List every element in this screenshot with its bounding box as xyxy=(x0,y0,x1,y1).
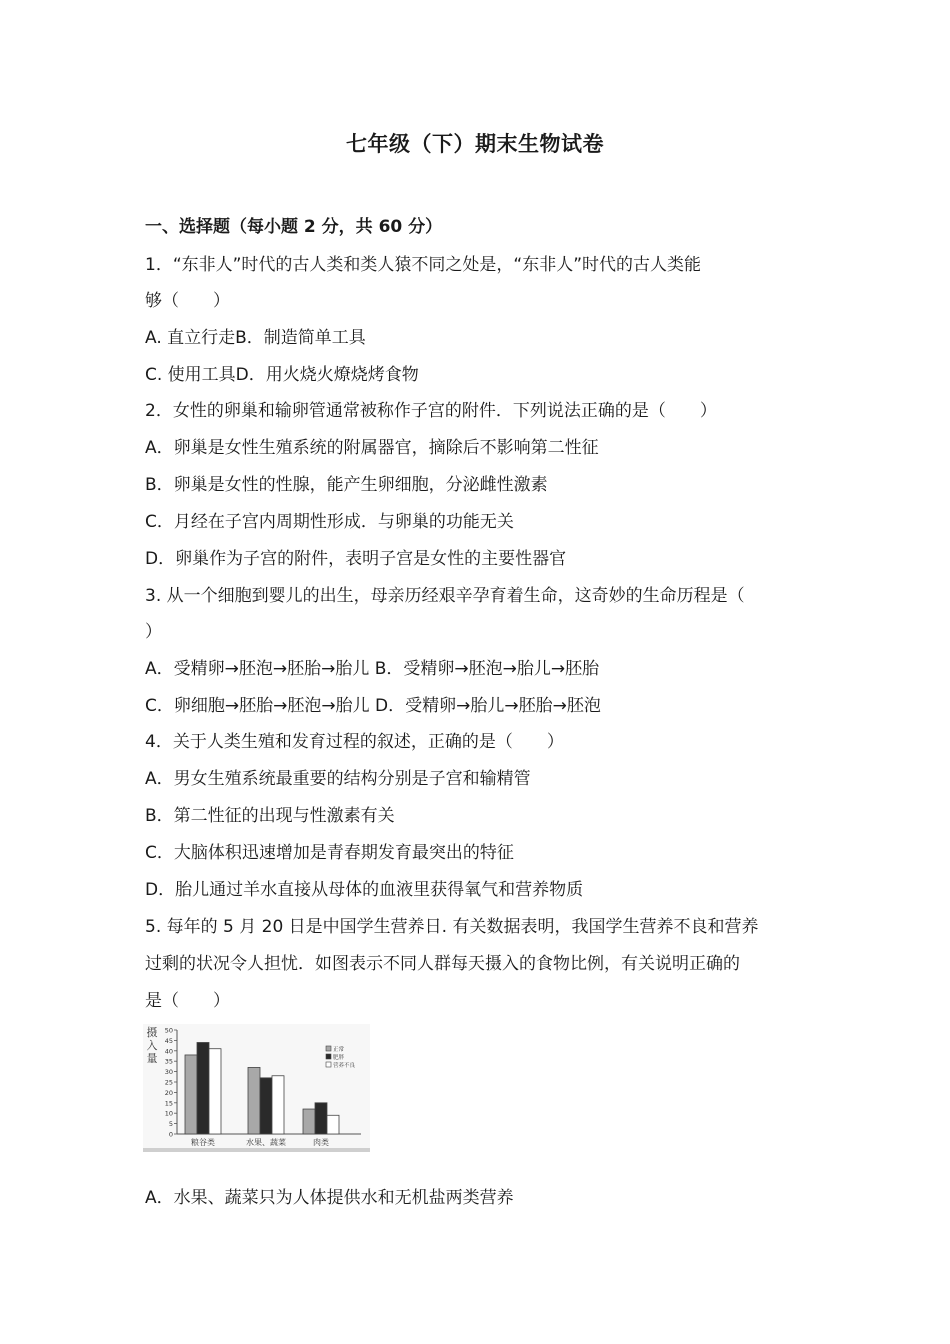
bar-1-0 xyxy=(197,1042,209,1134)
bar-1-1 xyxy=(260,1078,272,1134)
bar-0-2 xyxy=(303,1109,315,1134)
question-5-stem-cont: 过剩的状况令人担忧．如图表示不同人群每天摄入的食物比例，有关说明正确的 xyxy=(145,954,740,974)
question-2-option-a: A．卵巢是女性生殖系统的附属器官，摘除后不影响第二性征 xyxy=(145,438,599,458)
question-2-stem: 2．女性的卵巢和输卵管通常被称作子宫的附件．下列说法正确的是（ ） xyxy=(145,401,717,421)
y-tick-label: 25 xyxy=(164,1078,173,1087)
x-tick-label: 粮谷类 xyxy=(191,1138,215,1147)
chart-bottom-border xyxy=(143,1148,370,1152)
x-tick-label: 肉类 xyxy=(313,1138,329,1147)
legend-swatch xyxy=(326,1062,331,1067)
y-tick-label: 30 xyxy=(164,1068,173,1077)
y-tick-label: 0 xyxy=(168,1130,173,1139)
question-5-stem-end: 是（ ） xyxy=(145,991,230,1011)
question-3-stem: 3. 从一个细胞到婴儿的出生，母亲历经艰辛孕育着生命，这奇妙的生命历程是（ xyxy=(145,586,745,606)
question-1-stem-cont: 够（ ） xyxy=(145,291,230,311)
section-heading: 一、选择题（每小题 2 分，共 60 分） xyxy=(145,217,443,237)
legend-label: 正常 xyxy=(333,1047,345,1053)
page-title: 七年级（下）期末生物试卷 xyxy=(346,132,604,156)
question-3-options-ab: A．受精卵→胚泡→胚胎→胎儿 B．受精卵→胚泡→胎儿→胚胎 xyxy=(145,659,600,679)
y-tick-label: 20 xyxy=(164,1088,173,1097)
legend-label: 营养不良 xyxy=(333,1063,356,1069)
bar-2-0 xyxy=(209,1049,221,1134)
legend-label: 肥胖 xyxy=(333,1055,345,1061)
y-tick-label: 15 xyxy=(164,1099,173,1108)
question-1-options-cd: C. 使用工具D．用火烧火燎烧烤食物 xyxy=(145,365,419,385)
bar-0-0 xyxy=(185,1055,197,1134)
x-tick-label: 水果、蔬菜 xyxy=(246,1138,286,1147)
y-tick-label: 35 xyxy=(164,1057,173,1066)
legend-swatch xyxy=(326,1046,331,1051)
question-2-option-b: B．卵巢是女性的性腺，能产生卵细胞，分泌雌性激素 xyxy=(145,475,548,495)
question-5-stem: 5. 每年的 5 月 20 日是中国学生营养日. 有关数据表明，我国学生营养不良和营养 xyxy=(145,917,759,937)
y-axis-label-char: 入 xyxy=(146,1039,158,1052)
y-axis-label-char: 量 xyxy=(146,1052,158,1065)
question-1-options-ab: A. 直立行走B．制造简单工具 xyxy=(145,328,366,348)
legend-swatch xyxy=(326,1054,331,1059)
question-2-option-c: C．月经在子宫内周期性形成．与卵巢的功能无关 xyxy=(145,512,514,532)
food-intake-bar-chart xyxy=(143,1024,370,1152)
bar-1-2 xyxy=(315,1103,327,1134)
question-2-option-d: D．卵巢作为子宫的附件，表明子宫是女性的主要性器官 xyxy=(145,549,567,569)
y-tick-label: 45 xyxy=(164,1036,173,1045)
question-3-stem-cont: ） xyxy=(145,622,162,642)
question-3-options-cd: C．卵细胞→胚胎→胚泡→胎儿 D．受精卵→胎儿→胚胎→胚泡 xyxy=(145,696,601,716)
bar-0-1 xyxy=(248,1067,260,1134)
y-tick-label: 50 xyxy=(164,1026,173,1035)
bar-2-2 xyxy=(327,1115,339,1134)
question-4-option-c: C．大脑体积迅速增加是青春期发育最突出的特征 xyxy=(145,843,514,863)
question-4-option-b: B．第二性征的出现与性激素有关 xyxy=(145,806,395,826)
question-5-option-a: A．水果、蔬菜只为人体提供水和无机盐两类营养 xyxy=(145,1188,514,1208)
bar-2-1 xyxy=(272,1076,284,1134)
question-1-stem: 1．“东非人”时代的古人类和类人猿不同之处是，“东非人”时代的古人类能 xyxy=(145,255,702,275)
y-tick-label: 40 xyxy=(164,1047,173,1056)
question-4-stem: 4．关于人类生殖和发育过程的叙述，正确的是（ ） xyxy=(145,732,564,752)
question-4-option-a: A．男女生殖系统最重要的结构分别是子宫和输精管 xyxy=(145,769,531,789)
y-axis-label-char: 摄 xyxy=(146,1026,158,1039)
question-4-option-d: D．胎儿通过羊水直接从母体的血液里获得氧气和营养物质 xyxy=(145,880,584,900)
y-tick-label: 10 xyxy=(164,1109,173,1118)
y-tick-label: 5 xyxy=(168,1120,173,1129)
